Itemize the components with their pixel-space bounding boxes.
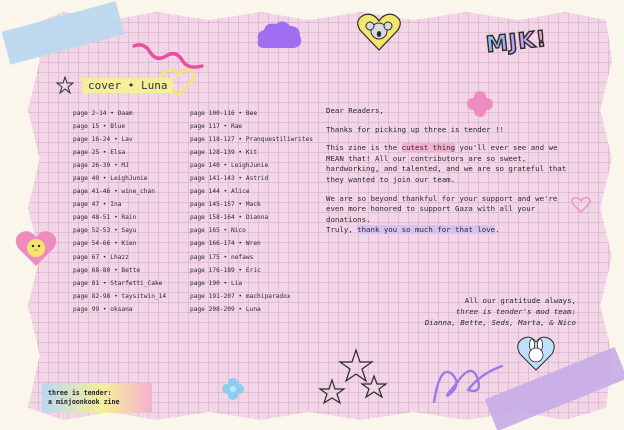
credit-item: page 100-116 • Bee: [190, 110, 258, 117]
credit-item: page 81 • Starfetti_Cake: [73, 279, 163, 287]
credit-item: page 26-39 • MJ: [73, 162, 129, 170]
mjk-logo: MJK!: [484, 26, 549, 59]
koala-heart-icon: [356, 12, 402, 52]
credit-item: page 15 • Blue: [73, 123, 126, 131]
letter-paragraph-3: [326, 194, 576, 236]
credit-item: page 41-46 • wine_chan: [73, 188, 155, 196]
signoff-line-1: All our gratitude always,: [464, 296, 576, 305]
credit-item: page 52-53 • Sayu: [73, 227, 137, 235]
bunny-heart-icon: [516, 334, 556, 372]
credits-list-left: [73, 107, 166, 316]
highlight-cutest-thing: cutest thing: [401, 143, 456, 153]
credit-item: page 48-51 • Rain: [73, 214, 137, 222]
blue-flower-icon: [222, 378, 244, 400]
badge-line-2: a minjoonkook zine: [48, 398, 120, 406]
highlight-thank-you: thank you so much for that love: [357, 225, 496, 235]
chick-heart-icon: [14, 228, 58, 268]
credit-item: page 25 • Elsa: [73, 149, 126, 157]
text-run: Truly,: [326, 225, 358, 235]
letter-body: [326, 106, 576, 244]
text-run: This zine is the: [326, 143, 402, 153]
purple-cloud-icon: [254, 18, 304, 56]
credits-list-right: [190, 107, 313, 316]
signoff-line-2: three is tender's mod team:: [455, 306, 576, 316]
credit-item: page 165 • Nico: [190, 227, 246, 235]
cover-label: cover • Luna: [82, 78, 173, 93]
credit-item: page 99 • oksana: [73, 305, 133, 313]
signoff-line-3: Dianna, Bette, Seds, Marta, & Nico: [424, 317, 576, 327]
text-run: We are so beyond thankful for your support and we're even more honored to support Gaza with all your donations.: [326, 193, 558, 224]
cover-credit: [58, 78, 173, 93]
credit-item: page 190 • Lia: [190, 279, 243, 287]
credit-item: page 67 • Lhazz: [73, 253, 129, 261]
credit-item: page 54-66 • Kien: [73, 240, 137, 248]
credit-item: page 2-14 • Daam: [73, 110, 133, 117]
credit-item: page 175 • nefaws: [190, 253, 254, 261]
credit-item: page 128-139 • Kit: [190, 149, 258, 157]
credit-item: page 117 • Rae: [190, 123, 243, 131]
credit-item: page 176-189 • Eric: [190, 266, 261, 274]
credit-item: page 118-127 • Pranquestiliwrites: [190, 136, 313, 144]
credit-item: page 166-174 • Wren: [190, 240, 261, 248]
text-run: you'll ever see and we MEAN that! All our contributors are so sweet, hardworking, and talented, and we are so grateful that they wanted to join our team.: [326, 143, 567, 184]
credit-item: page 145-157 • Mack: [190, 201, 261, 209]
credit-item: page 47 • Ina: [73, 201, 122, 209]
credit-item: page 140 • LeighJunie: [190, 162, 269, 170]
purple-scribble-icon: [428, 354, 508, 410]
badge-line-1: three is tender:: [48, 389, 112, 397]
credit-item: page 158-164 • Dianna: [190, 214, 269, 222]
credit-item: page 68-80 • Bette: [73, 266, 141, 274]
credit-item: page 208-209 • Luna: [190, 305, 261, 313]
text-run: .: [495, 225, 500, 235]
signoff: [346, 296, 576, 328]
letter-greeting: Dear Readers,: [326, 106, 384, 115]
credit-item: page 40 • LeighJunie: [73, 175, 148, 183]
credit-item: page 82-98 • taysitwin_14: [73, 292, 167, 300]
credit-item: page 144 • Alice: [190, 188, 250, 196]
credit-item: page 191-207 • machiparadox: [190, 292, 291, 300]
credit-item: page 16-24 • Lav: [73, 136, 133, 144]
letter-paragraph-2: [326, 143, 576, 185]
credit-item: page 141-143 • Astrid: [190, 175, 269, 183]
letter-paragraph-1: Thanks for picking up three is tender !!: [326, 124, 504, 134]
zine-title-badge: [42, 383, 152, 413]
stars-outline-icon: [316, 346, 392, 412]
